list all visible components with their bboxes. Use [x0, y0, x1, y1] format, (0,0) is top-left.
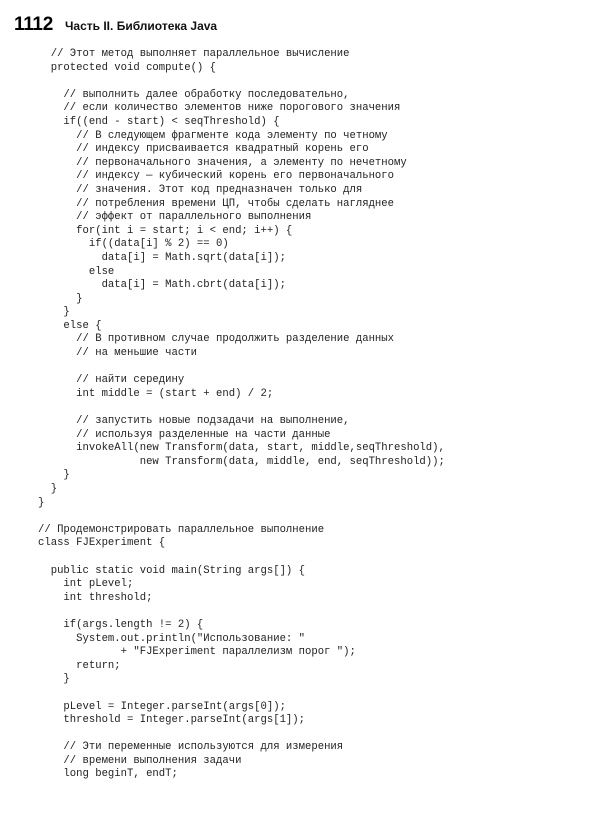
code-line	[38, 687, 445, 701]
code-line: invokeAll(new Transform(data, start, middle,seqThreshold),	[38, 442, 445, 455]
code-line: int pLevel;	[38, 578, 134, 591]
code-line: }	[38, 306, 70, 319]
code-line: // на меньшие части	[38, 347, 197, 360]
code-line: // потребления времени ЦП, чтобы сделать нагляднее	[38, 197, 395, 210]
code-line: }	[38, 673, 70, 686]
code-line: else	[38, 265, 115, 278]
code-line: if((end - start) < seqThreshold) {	[38, 115, 280, 128]
code-line: // времени выполнения задачи	[38, 754, 242, 767]
code-line: // выполнить далее обработку последовательно,	[38, 88, 350, 101]
code-line: protected void compute() {	[38, 61, 217, 74]
code-line: System.out.println("Использование: "	[38, 632, 306, 645]
code-line: // Этот метод выполняет параллельное вычисление	[38, 48, 350, 60]
code-line	[38, 605, 445, 619]
code-line: }	[38, 469, 70, 482]
code-line: // индексу — кубический корень его первоначального	[38, 170, 395, 183]
code-line: int middle = (start + end) / 2;	[38, 387, 274, 400]
code-line: // найти середину	[38, 374, 185, 387]
code-line: class FJExperiment {	[38, 537, 166, 550]
code-line: else {	[38, 319, 102, 332]
code-line: if(args.length != 2) {	[38, 618, 204, 631]
code-line: data[i] = Math.sqrt(data[i]);	[38, 251, 286, 264]
code-line: + "FJExperiment параллелизм порог ");	[38, 646, 356, 659]
code-line: // Эти переменные используются для измерения	[38, 741, 344, 754]
code-line: }	[38, 496, 45, 509]
code-line: // используя разделенные на части данные	[38, 428, 331, 441]
code-line: int threshold;	[38, 591, 153, 604]
code-line	[38, 728, 445, 742]
code-line: return;	[38, 659, 121, 672]
code-line	[38, 361, 445, 375]
code-line: pLevel = Integer.parseInt(args[0]);	[38, 700, 286, 713]
code-line: for(int i = start; i < end; i++) {	[38, 224, 293, 237]
code-line	[38, 551, 445, 565]
code-line: data[i] = Math.cbrt(data[i]);	[38, 279, 286, 292]
code-line: long beginT, endT;	[38, 768, 178, 781]
running-title: Часть II. Библиотека Java	[64, 19, 218, 33]
code-line: // если количество элементов ниже порогового значения	[38, 102, 401, 115]
code-line	[38, 510, 445, 524]
code-line: // индексу присваивается квадратный корень его	[38, 143, 369, 156]
code-line: // В противном случае продолжить разделение данных	[38, 333, 395, 346]
code-line: // эффект от параллельного выполнения	[38, 211, 312, 224]
code-line: // запустить новые подзадачи на выполнение,	[38, 415, 350, 428]
code-line: }	[38, 292, 83, 305]
code-line: }	[38, 483, 58, 495]
code-line: new Transform(data, middle, end, seqThreshold));	[38, 455, 445, 468]
page-number: 1112	[14, 14, 53, 35]
code-line: public static void main(String args[]) {	[38, 564, 306, 577]
code-line: threshold = Integer.parseInt(args[1]);	[38, 714, 306, 727]
code-line: // первоначального значения, а элементу по нечетному	[38, 156, 407, 169]
code-line: // Продемонстрировать параллельное выполнение	[38, 523, 325, 536]
page-header	[14, 14, 217, 36]
code-line	[38, 75, 445, 89]
code-line: if((data[i] % 2) == 0)	[38, 238, 229, 251]
code-listing	[38, 48, 445, 782]
code-line	[38, 401, 445, 415]
code-line: // В следующем фрагменте кода элементу по четному	[38, 129, 388, 142]
code-line: // значения. Этот код предназначен только для	[38, 183, 363, 196]
